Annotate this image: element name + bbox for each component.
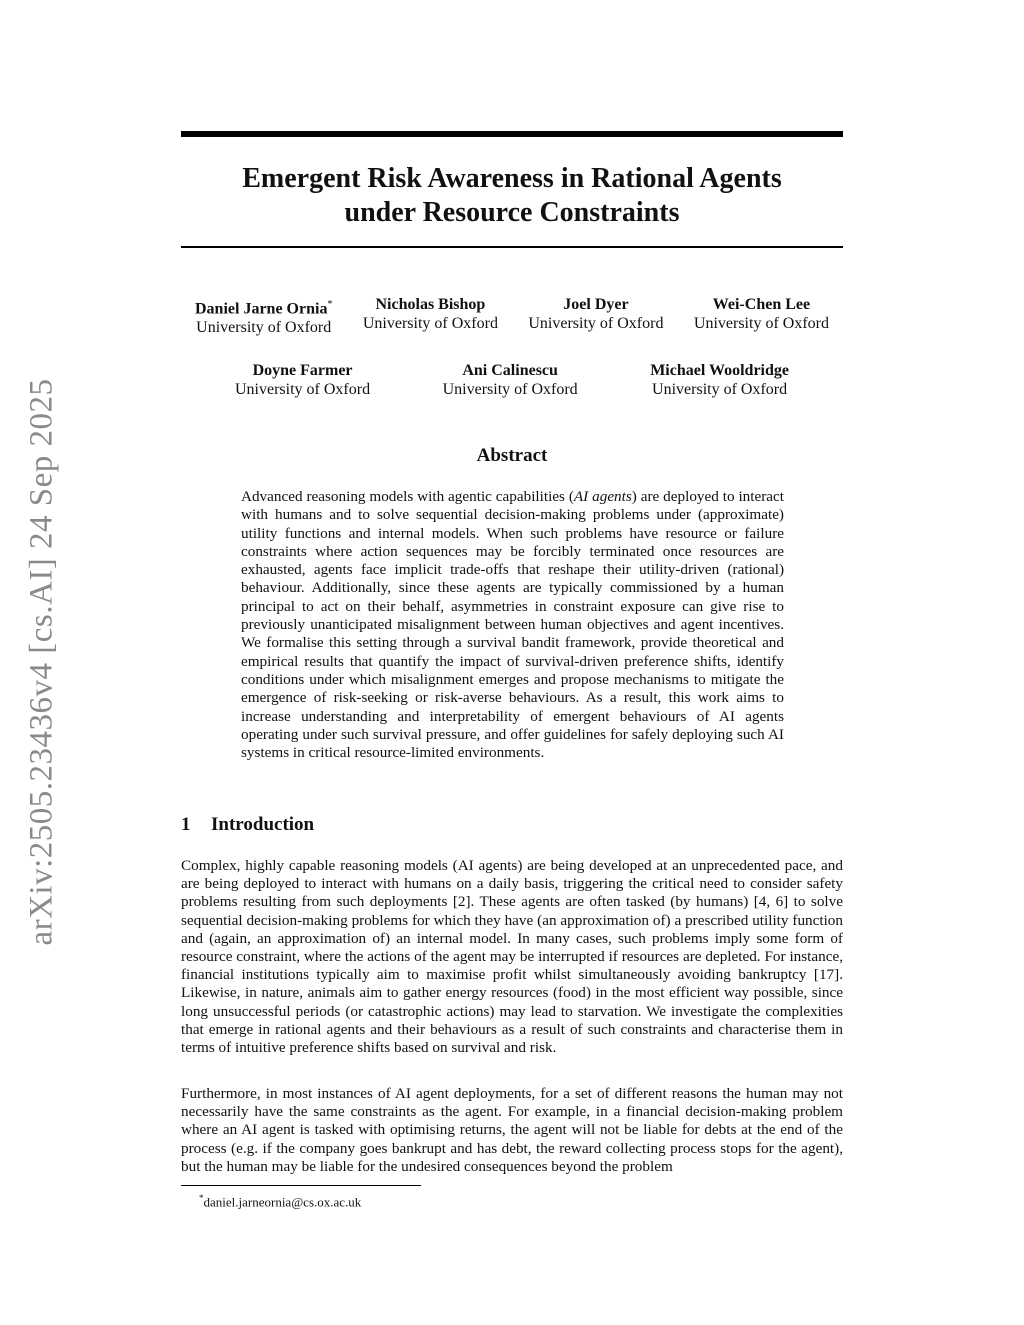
author-affiliation: University of Oxford (693, 315, 829, 332)
author-block (195, 295, 332, 337)
section-title: Introduction (211, 814, 315, 835)
author-name: Michael Wooldridge (650, 362, 789, 379)
author-footnote-mark: * (327, 299, 333, 310)
author-affiliation: University of Oxford (235, 381, 371, 398)
abstract-heading: Abstract (476, 445, 548, 466)
abstract-text: Advanced reasoning models with agentic capabilities (AI agents) are deployed to interact with humans and to solve sequential decision-making problems under (approximate) utility functions and internal models. When such problems have resource or failure constraints where action sequences may be forcibly terminated once resources are exhausted, agents face implicit trade-offs that reshape their utility-driven (rational) behaviour. Additionally, since these agents are typically commissioned by a human principal to act on their behalf, asymmetries in constraint exposure can give rise to previously unanticipated misalignment between human objectives and agent incentives. We formalise this setting through a survival bandit framework, provide theoretical and empirical results that quantify the impact of survival-driven preference shifts, identify conditions under which misalignment emerges and propose mechanisms to mitigate the emergence of risk-seeking or risk-averse behaviours. As a result, this work aims to increase understanding and interpretability of emergent behaviours of AI agents operating under such survival pressure, and offer guidelines for safely deploying such AI systems in critical resource-limited environments. (241, 488, 784, 762)
author-name: Nicholas Bishop (375, 296, 486, 313)
author-block (235, 361, 370, 399)
footnote-email (199, 1190, 361, 1210)
author-affiliation: University of Oxford (652, 381, 788, 398)
title-rule-top (181, 131, 843, 137)
author-block (694, 295, 829, 337)
intro-paragraph-1: Complex, highly capable reasoning models (AI agents) are being developed at an unprecedented pace, and are being deployed to interact with humans on a daily basis, triggering the critical need to consider safety problems resulting from such deployments [2]. These agents are often tasked (by humans) [4, 6] to solve sequential decision-making problems for which they have (an approximation of) a prescribed utility function and (again, an approximation of) an internal model. In many cases, such problems imply some form of resource constraint, where the actions of the agent may be interrupted if resources are depleted. For instance, financial institutions typically aim to maximise profit whilst simultaneously avoiding bankruptcy [17]. Likewise, in nature, animals aim to gather energy resources (food) in the most efficient way possible, since long unsuccessful periods (or catastrophic actions) may lead to starvation. We investigate the complexities that emerge in rational agents and their behaviours as a result of such constraints and characterise them in terms of intuitive preference shifts based on survival and risk. (181, 857, 843, 1057)
author-name: Joel Dyer (563, 296, 629, 313)
author-affiliation: University of Oxford (362, 315, 498, 332)
intro-paragraph-2: Furthermore, in most instances of AI agent deployments, for a set of different reasons the human may not necessarily have the same constraints as the agent. For example, in a financial decision-making problem where an AI agent is tasked with optimising returns, the agent will not be liable for debts at the end of the process (e.g. if the company goes bankrupt and has debt, the reward collecting process stops for the agent), but the human may be liable for the undesired consequences beyond the problem (181, 1085, 843, 1175)
author-affiliation: University of Oxford (528, 315, 664, 332)
title-line-1: Emergent Risk Awareness in Rational Agents (242, 163, 782, 194)
author-name: Daniel Jarne Ornia* (195, 299, 333, 318)
authors-row-2 (181, 361, 843, 399)
author-affiliation: University of Oxford (442, 381, 578, 398)
author-name: Ani Calinescu (462, 362, 558, 379)
section-heading-introduction (181, 814, 314, 836)
author-block (650, 361, 789, 399)
author-affiliation: University of Oxford (196, 319, 332, 337)
title-line-2: under Resource Constraints (344, 197, 680, 228)
arxiv-identifier-stamp: arXiv:2505.23436v4 [cs.AI] 24 Sep 2025 (23, 378, 60, 946)
title-rule-bottom (181, 246, 843, 248)
author-block (363, 295, 498, 337)
footnote-text: daniel.jarneornia@cs.ox.ac.uk (203, 1194, 362, 1210)
author-block (528, 295, 663, 337)
footnote-mark: * (199, 1193, 204, 1203)
authors-row-1 (181, 295, 843, 337)
author-block (443, 361, 578, 399)
author-name: Doyne Farmer (252, 362, 353, 379)
footnote-rule (181, 1185, 421, 1186)
section-number: 1 (181, 814, 191, 835)
author-name: Wei-Chen Lee (712, 296, 811, 313)
abstract-emphasis: AI agents (573, 488, 632, 505)
paper-title (181, 162, 843, 230)
